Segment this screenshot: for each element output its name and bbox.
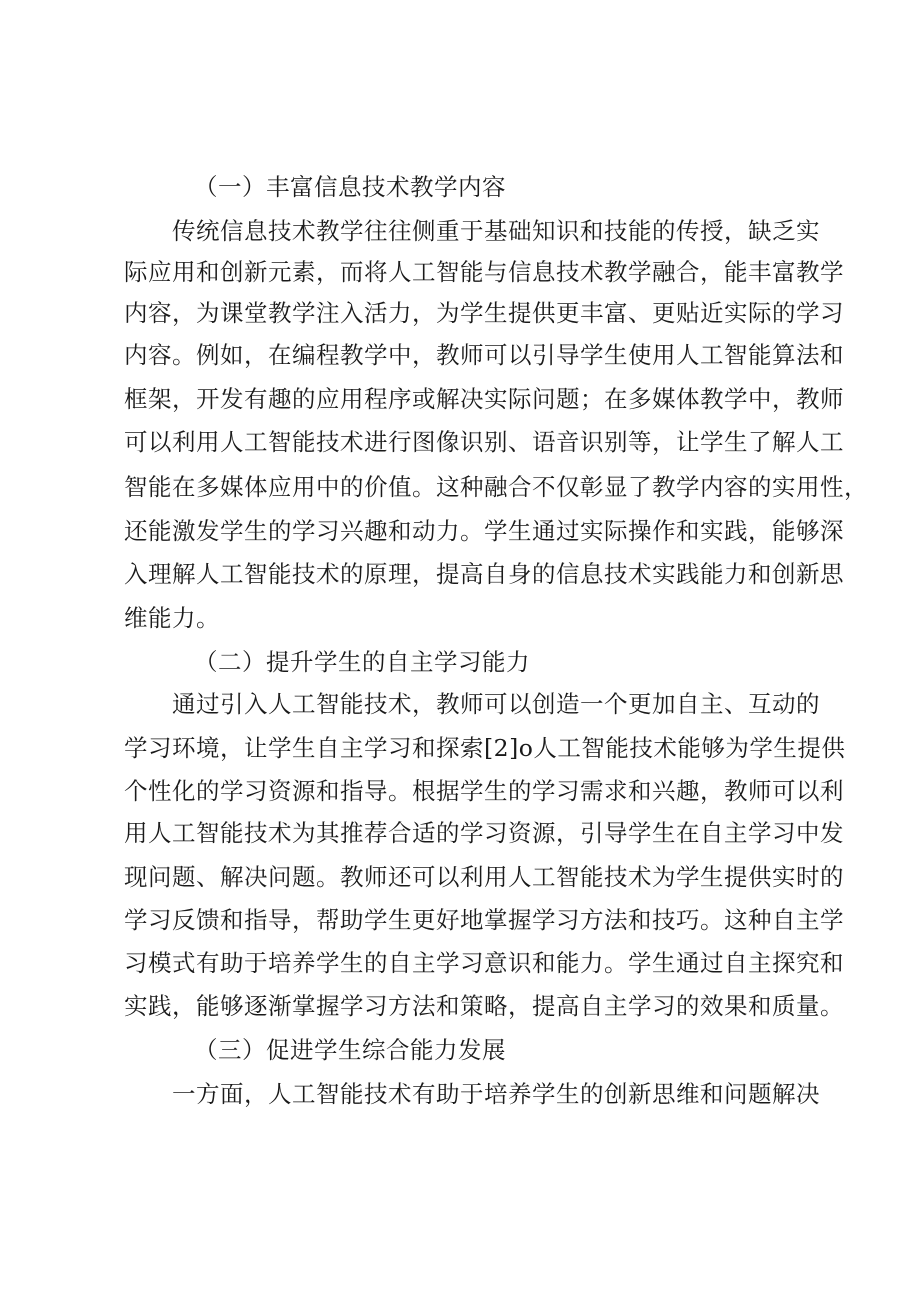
paragraph-line: 通过引入人工智能技术，教师可以创造一个更加自主、互动的	[172, 690, 820, 718]
paragraph-line: 际应用和创新元素，而将人工智能与信息技术教学融合，能丰富教学	[124, 258, 844, 286]
paragraph-line: 内容，为课堂教学注入活力，为学生提供更丰富、更贴近实际的学习	[124, 299, 844, 327]
paragraph-line: 个性化的学习资源和指导。根据学生的学习需求和兴趣，教师可以利	[124, 777, 844, 805]
paragraph-line: 智能在多媒体应用中的价值。这种融合不仅彰显了教学内容的实用性，	[124, 473, 868, 501]
paragraph-line: 入理解人工智能技术的原理，提高自身的信息技术实践能力和创新思	[124, 560, 844, 588]
paragraph-line: 传统信息技术教学往往侧重于基础知识和技能的传授，缺乏实	[172, 217, 820, 245]
section-heading-2: （二）提升学生的自主学习能力	[194, 648, 530, 676]
section-heading-3: （三）促进学生综合能力发展	[194, 1036, 506, 1064]
paragraph-line: 学习反馈和指导，帮助学生更好地掌握学习方法和技巧。这种自主学	[124, 906, 844, 934]
paragraph-line: 实践，能够逐渐掌握学习方法和策略，提高自主学习的效果和质量。	[124, 992, 844, 1020]
paragraph-line: 内容。例如，在编程教学中，教师可以引导学生使用人工智能算法和	[124, 341, 844, 369]
paragraph-line: 一方面，人工智能技术有助于培养学生的创新思维和问题解决	[172, 1080, 820, 1108]
paragraph-line: 框架，开发有趣的应用程序或解决实际问题；在多媒体教学中，教师	[124, 385, 844, 413]
paragraph-line: 可以利用人工智能技术进行图像识别、语音识别等，让学生了解人工	[124, 428, 844, 456]
paragraph-line: 习模式有助于培养学生的自主学习意识和能力。学生通过自主探究和	[124, 949, 844, 977]
paragraph-line: 现问题、解决问题。教师还可以利用人工智能技术为学生提供实时的	[124, 863, 844, 891]
section-heading-1: （一）丰富信息技术教学内容	[194, 173, 506, 201]
paragraph-line: 维能力。	[124, 604, 220, 632]
paragraph-line: 还能激发学生的学习兴趣和动力。学生通过实际操作和实践，能够深	[124, 517, 844, 545]
paragraph-line: 学习环境，让学生自主学习和探索[2]o人工智能技术能够为学生提供	[124, 734, 846, 762]
paragraph-line: 用人工智能技术为其推荐合适的学习资源，引导学生在自主学习中发	[124, 819, 844, 847]
